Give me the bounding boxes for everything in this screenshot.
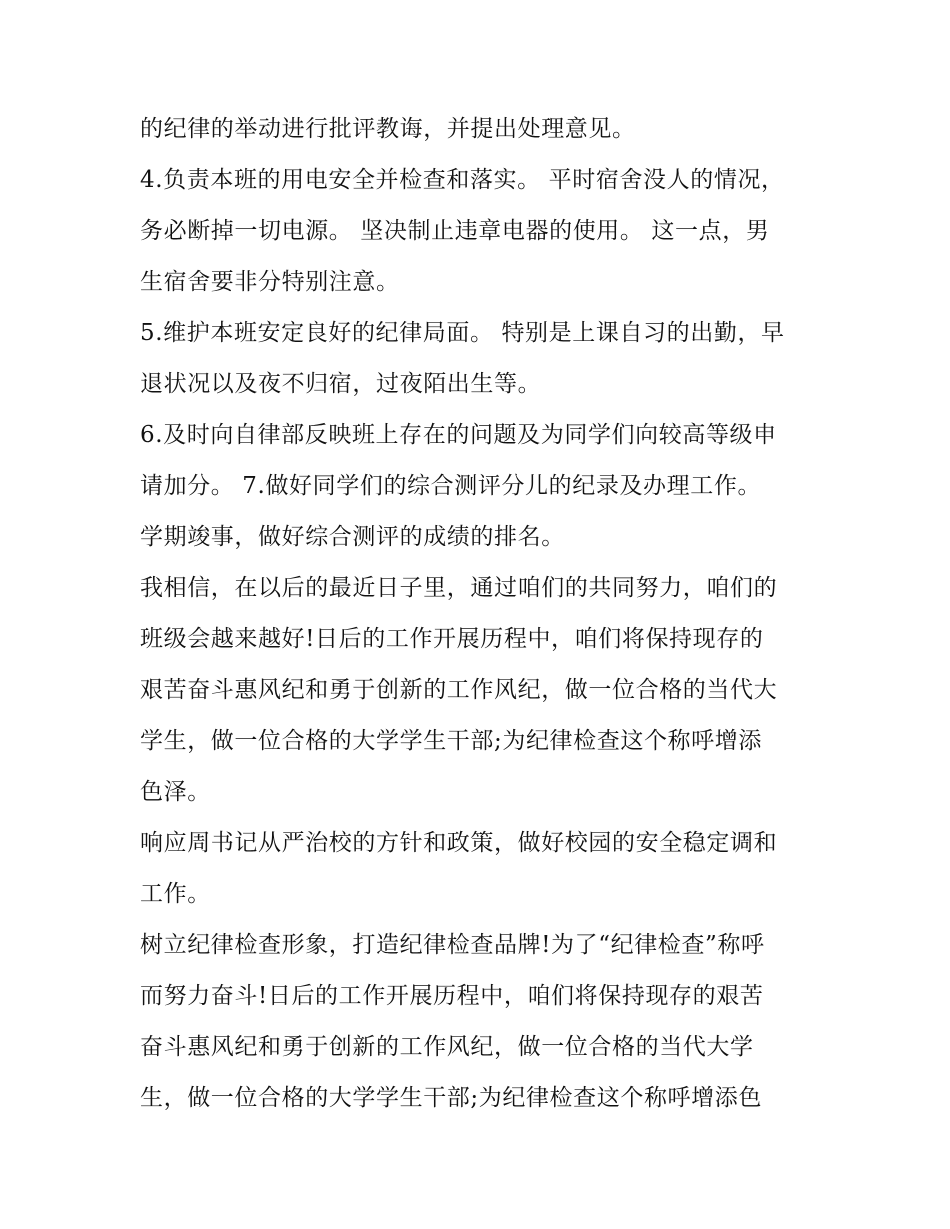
text-line: 6.及时向自律部反映班上存在的问题及为同学们向较高等级申	[140, 422, 777, 448]
text-line: 务必断掉一切电源。 坚决制止违章电器的使用。 这一点，男	[140, 218, 770, 244]
document-body-text	[140, 104, 820, 1124]
text-line: 响应周书记从严治校的方针和政策，做好校园的安全稳定调和	[140, 830, 778, 856]
text-line: 艰苦奋斗惠风纪和勇于创新的工作风纪，做一位合格的当代大	[140, 677, 778, 703]
text-line: 请加分。 7.做好同学们的综合测评分儿的纪录及办理工作。	[140, 473, 762, 499]
text-line: 我相信，在以后的最近日子里，通过咱们的共同努力，咱们的	[140, 575, 778, 601]
text-line: 奋斗惠风纪和勇于创新的工作风纪，做一位合格的当代大学	[140, 1034, 754, 1060]
text-line: 工作。	[140, 881, 211, 907]
text-line: 而努力奋斗!日后的工作开展历程中，咱们将保持现存的艰苦	[140, 983, 764, 1009]
text-line: 生，做一位合格的大学学生干部;为纪律检查这个称呼增添色	[140, 1085, 762, 1111]
text-line: 生宿舍要非分特别注意。	[140, 269, 400, 295]
text-line: 色泽。	[140, 779, 211, 805]
text-line: 班级会越来越好!日后的工作开展历程中，咱们将保持现存的	[140, 626, 764, 652]
text-line: 学生，做一位合格的大学学生干部;为纪律检查这个称呼增添	[140, 728, 762, 754]
text-line: 学期竣事，做好综合测评的成绩的排名。	[140, 524, 565, 550]
text-line: 5.维护本班安定良好的纪律局面。 特别是上课自习的出勤，早	[140, 320, 785, 346]
text-line: 的纪律的举动进行批评教诲，并提出处理意见。	[140, 116, 636, 142]
text-line: 4.负责本班的用电安全并检查和落实。 平时宿舍没人的情况，	[140, 167, 785, 193]
text-line: 退状况以及夜不归宿，过夜陌出生等。	[140, 371, 542, 397]
text-line: 树立纪律检查形象，打造纪律检查品牌!为了“纪律检查”称呼	[140, 932, 765, 958]
